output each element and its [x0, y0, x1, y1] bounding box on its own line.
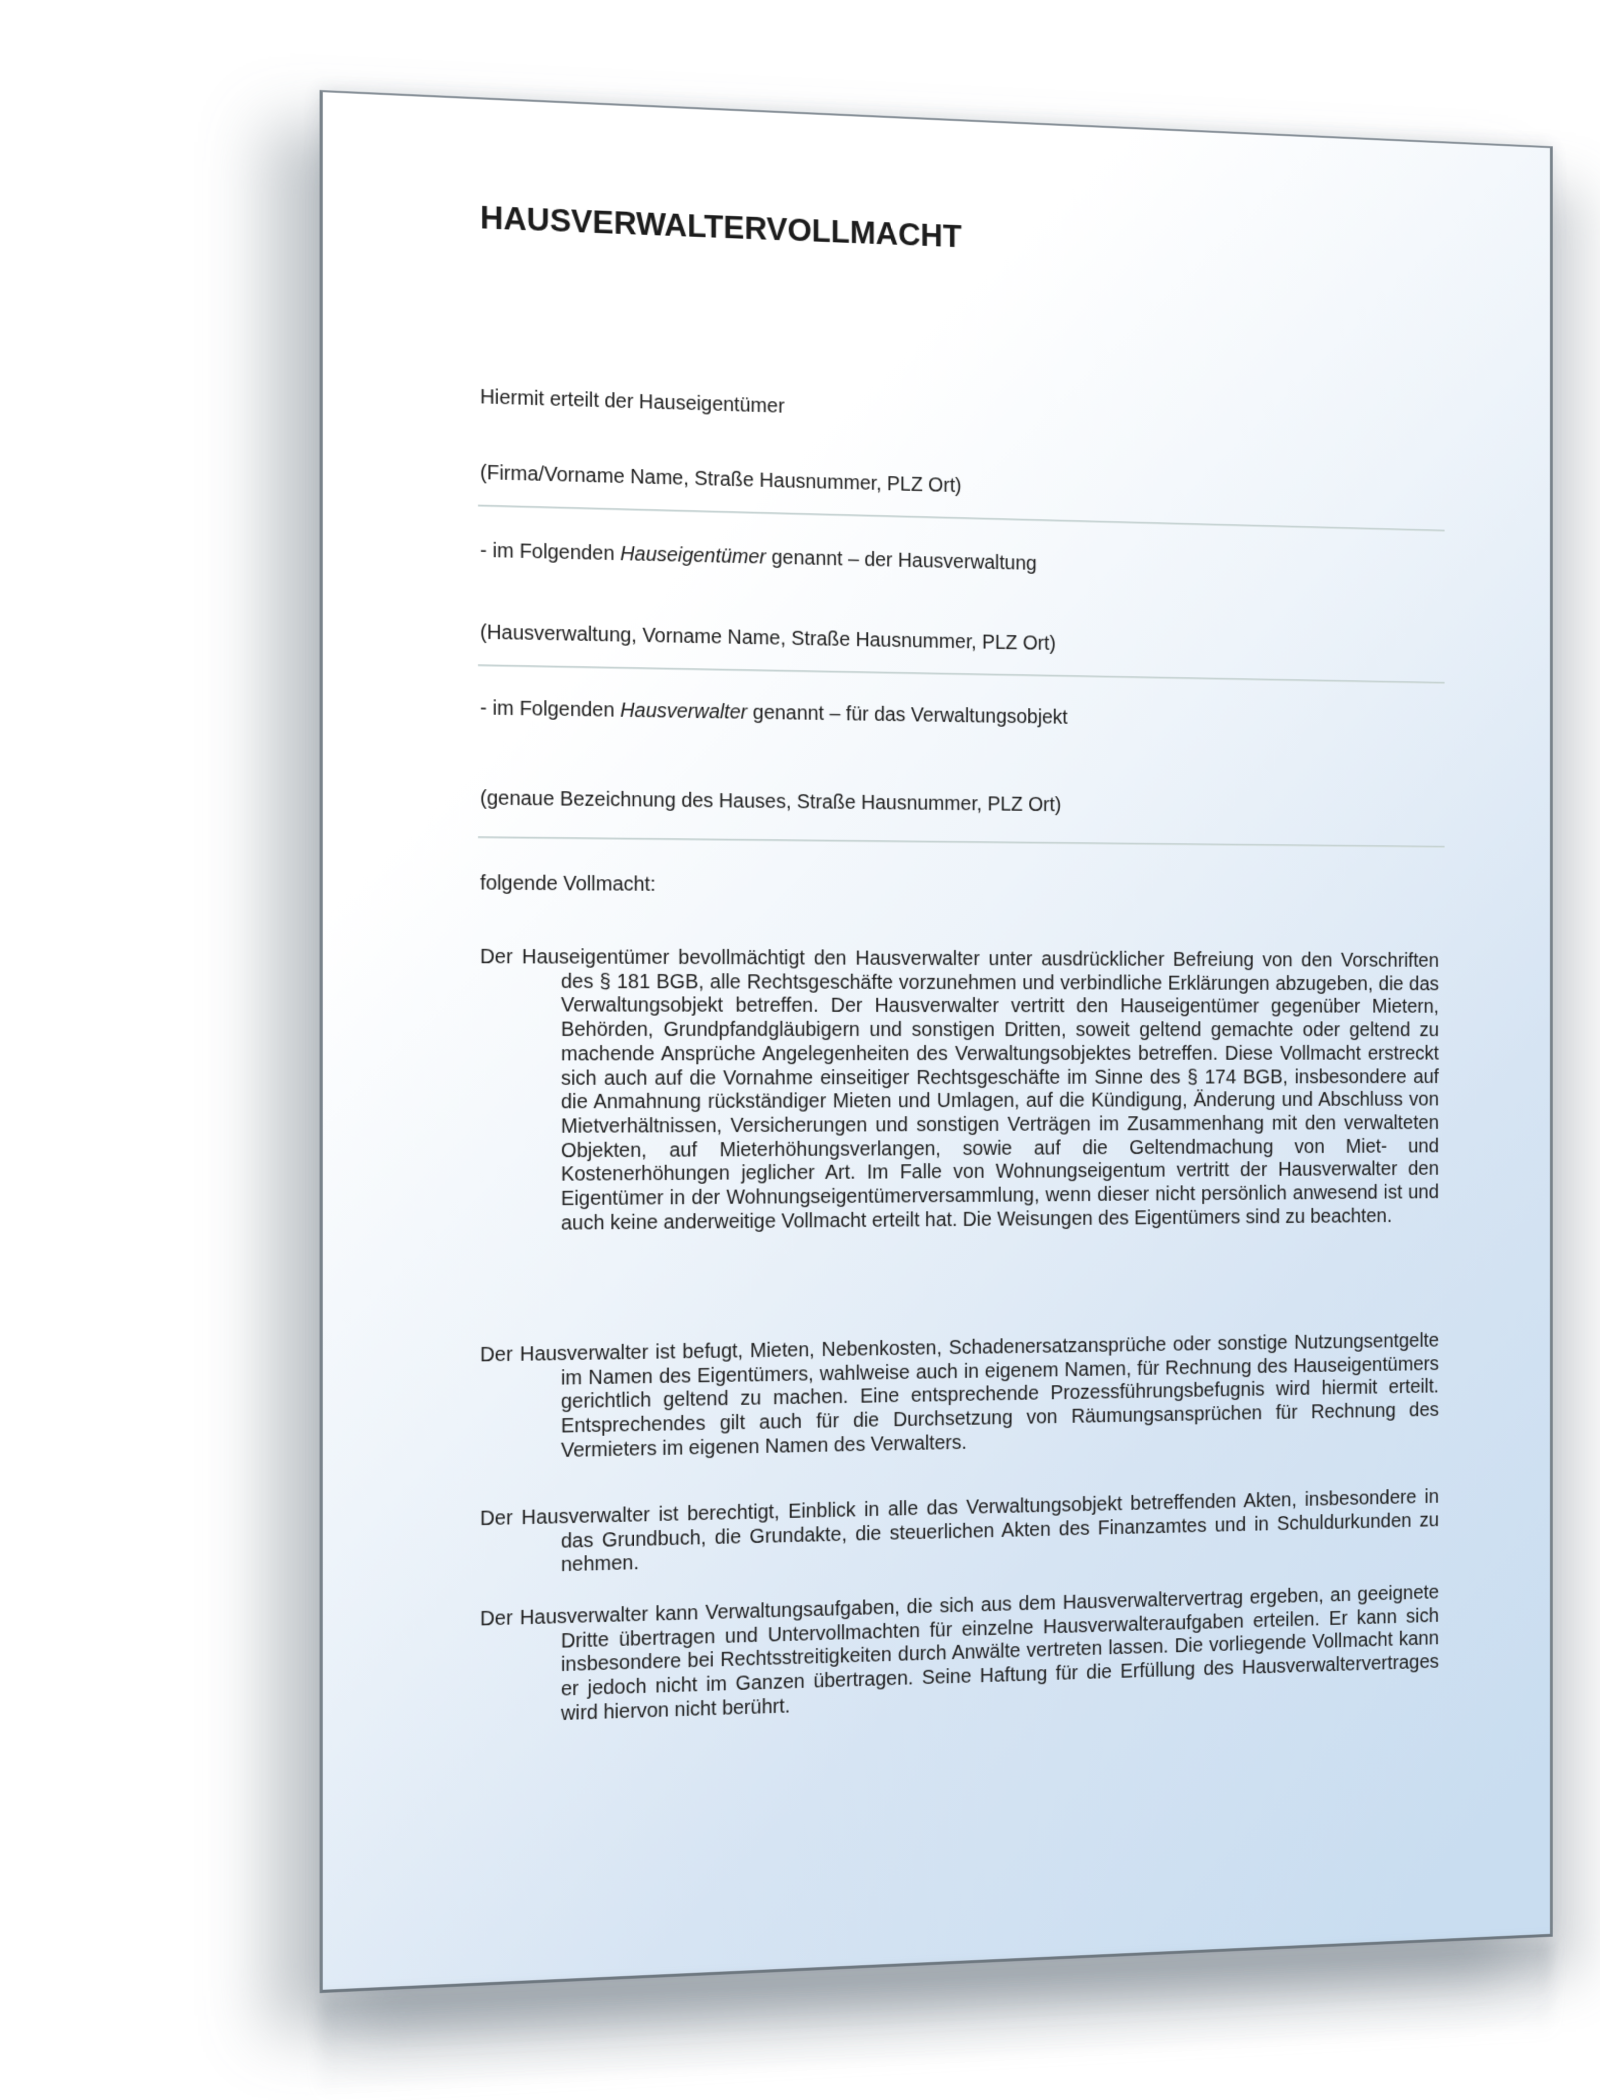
grantor-intro-line: Hiermit erteilt der Hauseigentümer [480, 385, 785, 418]
owner-clause-term: Hauseigentümer [620, 542, 767, 569]
paragraph-authority: Der Hauseigentümer bevollmächtigt den Hausverwalter unter ausdrücklicher Befreiung von den Vorschriften des § 181 BGB, alle Rechtsgeschäfte vorzunehmen und verbindliche Erklärungen abzugeben, die das Verwaltungsobjekt betreffen. Der Hausverwalter vertritt den Hauseigentümer gegenüber Mietern, Behörden, Grundpfandgläubigern und sonstigen Dritten, soweit geltend gemachte oder geltend zu machende Ansprüche Angelegenheiten des Verwaltungsobjektes betreffen. Diese Vollmacht erstreckt sich auch auf die Vornahme einseitiger Rechtsgeschäfte im Sinne des § 174 BGB, insbesondere auf die Anmahnung rückständiger Mieten und Umlagen, auf die Kündigung, Änderung und Abschluss von Mietverhältnissen, Versicherungen und sonstigen Verträgen im Zusammenhang mit den verwalteten Objekten, auf Mieterhöhungsverlangen, sowie auf die Geltendmachung von Miet- und Kostenerhöhungen jeglicher Art. Im Falle von Wohnungseigentum vertritt der Hausverwalter den Eigentümer in der Wohnungseigentümerversammlung, wenn dieser nicht persönlich anwesend ist und auch keine anderweitige Vollmacht erteilt hat. Die Weisungen des Eigentümers sind zu beachten. [480, 945, 1439, 1235]
manager-naming-clause [480, 696, 1439, 735]
manager-clause-prefix: - im Folgenden [480, 697, 621, 722]
manager-placeholder-line: (Hausverwaltung, Vorname Name, Straße Hausnummer, PLZ Ort) [480, 621, 1056, 655]
paragraph-records-access: Der Hausverwalter ist berechtigt, Einblick in alle das Verwaltungsobjekt betreffenden Akten, insbesondere in das Grundbuch, die Grundakte, die steuerlichen Akten des Finanzamtes und in Schuldurkunden zu nehmen. [480, 1486, 1439, 1577]
manager-clause-term: Hausverwalter [620, 699, 748, 724]
manager-clause-suffix: genannt – für das Verwaltungsobjekt [747, 701, 1068, 729]
document-page [320, 90, 1553, 1993]
property-placeholder-line: (genaue Bezeichnung des Hauses, Straße Hausnummer, PLZ Ort) [480, 787, 1062, 817]
paragraph-litigation: Der Hausverwalter ist befugt, Mieten, Nebenkosten, Schadenersatzansprüche oder sonstige Nutzungsentgelte im Namen des Eigentümers, wahlweise auch in eigenem Namen, für Rechnung des Hauseigentümers gerichtlich geltend zu machen. Eine entsprechende Prozessführungsbefugnis wird hiermit erteilt. Entsprechendes gilt auch für die Durchsetzung von Räumungsansprüchen für Rechnung des Vermieters im eigenen Namen des Verwalters. [480, 1329, 1439, 1462]
owner-naming-clause [480, 538, 1439, 585]
owner-fill-in-line [478, 505, 1445, 532]
owner-placeholder-line: (Firma/Vorname Name, Straße Hausnummer, PLZ Ort) [480, 461, 962, 498]
paragraph-delegation: Der Hausverwalter kann Verwaltungsaufgaben, die sich aus dem Hausverwaltervertrag ergeben, an geeignete Dritte übertragen und Untervollmachten für einzelne Hausverwalteraufgaben erteilen. Er kann sich insbesondere bei Rechtsstreitigkeiten durch Anwälte vertreten lassen. Die vorliegende Vollmacht kann er jedoch nicht im Ganzen übertragen. Seine Haftung für die Erfüllung des Hausverwaltervertrages wird hiervon nicht berührt. [480, 1581, 1439, 1725]
lead-in-line: folgende Vollmacht: [480, 872, 656, 896]
owner-clause-prefix: - im Folgenden [480, 539, 621, 566]
owner-clause-suffix: genannt – der Hausverwaltung [766, 546, 1037, 575]
document-title: HAUSVERWALTERVOLLMACHT [480, 199, 962, 255]
manager-fill-in-line [478, 664, 1445, 684]
property-fill-in-line [478, 836, 1445, 848]
